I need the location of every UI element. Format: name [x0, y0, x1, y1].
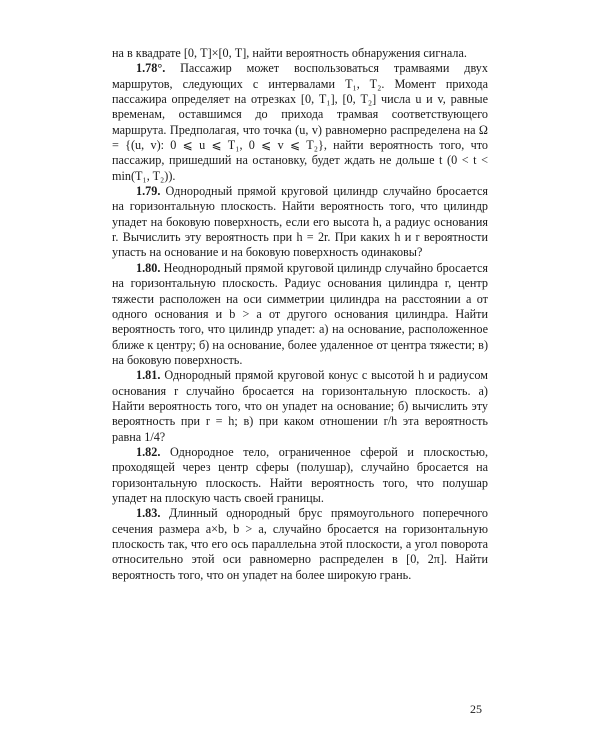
page-number: 25 [470, 702, 482, 716]
problem-1-82 [112, 445, 488, 506]
problem-number: 1.82. [136, 444, 161, 459]
problem-text: Однородный прямой круговой цилиндр случайно бросается на горизонтальную плоскость. Найти вероятность того, что цилиндр упадет на боковую поверхность, если его высота h, а радиус основания r. Вычислить эту вероятность при h = 2r. При каких h и r вероятности упасть на основание и на боковую поверхность одинаковы? [112, 184, 488, 260]
problem-number: 1.80. [136, 260, 161, 275]
problem-text: Пассажир может воспользоваться трамваями двух маршрутов, следующих с интервалами T₁, T₂. Момент прихода пассажира определяет на отрезках [0, T₁], [0, T₂] числа u и v, равные временам, оставшимся до прихода трамвая соответствующего маршрута. Предполагая, что точка (u, v) равномерно распределена на Ω = {(u, v): 0 ⩽ u ⩽ T₁, 0 ⩽ v ⩽ T₂}, найти вероятность того, что пассажир, пришедший на остановку, будет ждать не дольше t (0 < t < min(T₁, T₂)). [112, 61, 488, 183]
problem-1-83 [112, 506, 488, 583]
problem-number: 1.81. [136, 368, 161, 383]
paragraph-continuation [112, 46, 488, 61]
problem-1-78 [112, 61, 488, 184]
problem-number: 1.83. [136, 506, 161, 521]
problem-text: Однородное тело, ограниченное сферой и плоскостью, проходящей через центр сферы (полушар), случайно бросается на горизонтальную плоскость. Найти вероятность того, что полушар упадет на плоскую часть своей границы. [112, 444, 488, 505]
problem-1-80 [112, 261, 488, 368]
problem-number: 1.79. [136, 184, 161, 199]
page-body [112, 46, 488, 583]
problem-text: Длинный однородный брус прямоугольного поперечного сечения размера a×b, b > a, случайно бросается на горизонтальную плоскость так, что его ось параллельна этой плоскости, а угол поворота относительно этой оси равномерно распределен в [0, 2π]. Найти вероятность того, что он упадет на более широкую грань. [112, 506, 488, 582]
problem-1-81 [112, 368, 488, 445]
problem-text: Неоднородный прямой круговой цилиндр случайно бросается на горизонтальную плоскость. Радиус основания цилиндра r, центр тяжести расположен на оси симметрии цилиндра на расстоянии a от одного основания и b > a от другого основания цилиндра. Найти вероятность того, что цилиндр упадет: а) на основание, расположенное ближе к центру; б) на основание, более удаленное от центра тяжести; в) на боковую поверхность. [112, 260, 488, 367]
paragraph-text: на в квадрате [0, T]×[0, T], найти вероятность обнаружения сигнала. [112, 46, 467, 60]
problem-1-79 [112, 184, 488, 261]
problem-text: Однородный прямой круговой конус с высотой h и радиусом основания r случайно бросается на горизонтальную плоскость. а) Найти вероятность того, что он упадет на основание; б) вычислить эту вероятность при r = h; в) при каком отношении r/h эта вероятность равна 1/4? [112, 368, 488, 444]
problem-number: 1.78°. [136, 61, 166, 76]
